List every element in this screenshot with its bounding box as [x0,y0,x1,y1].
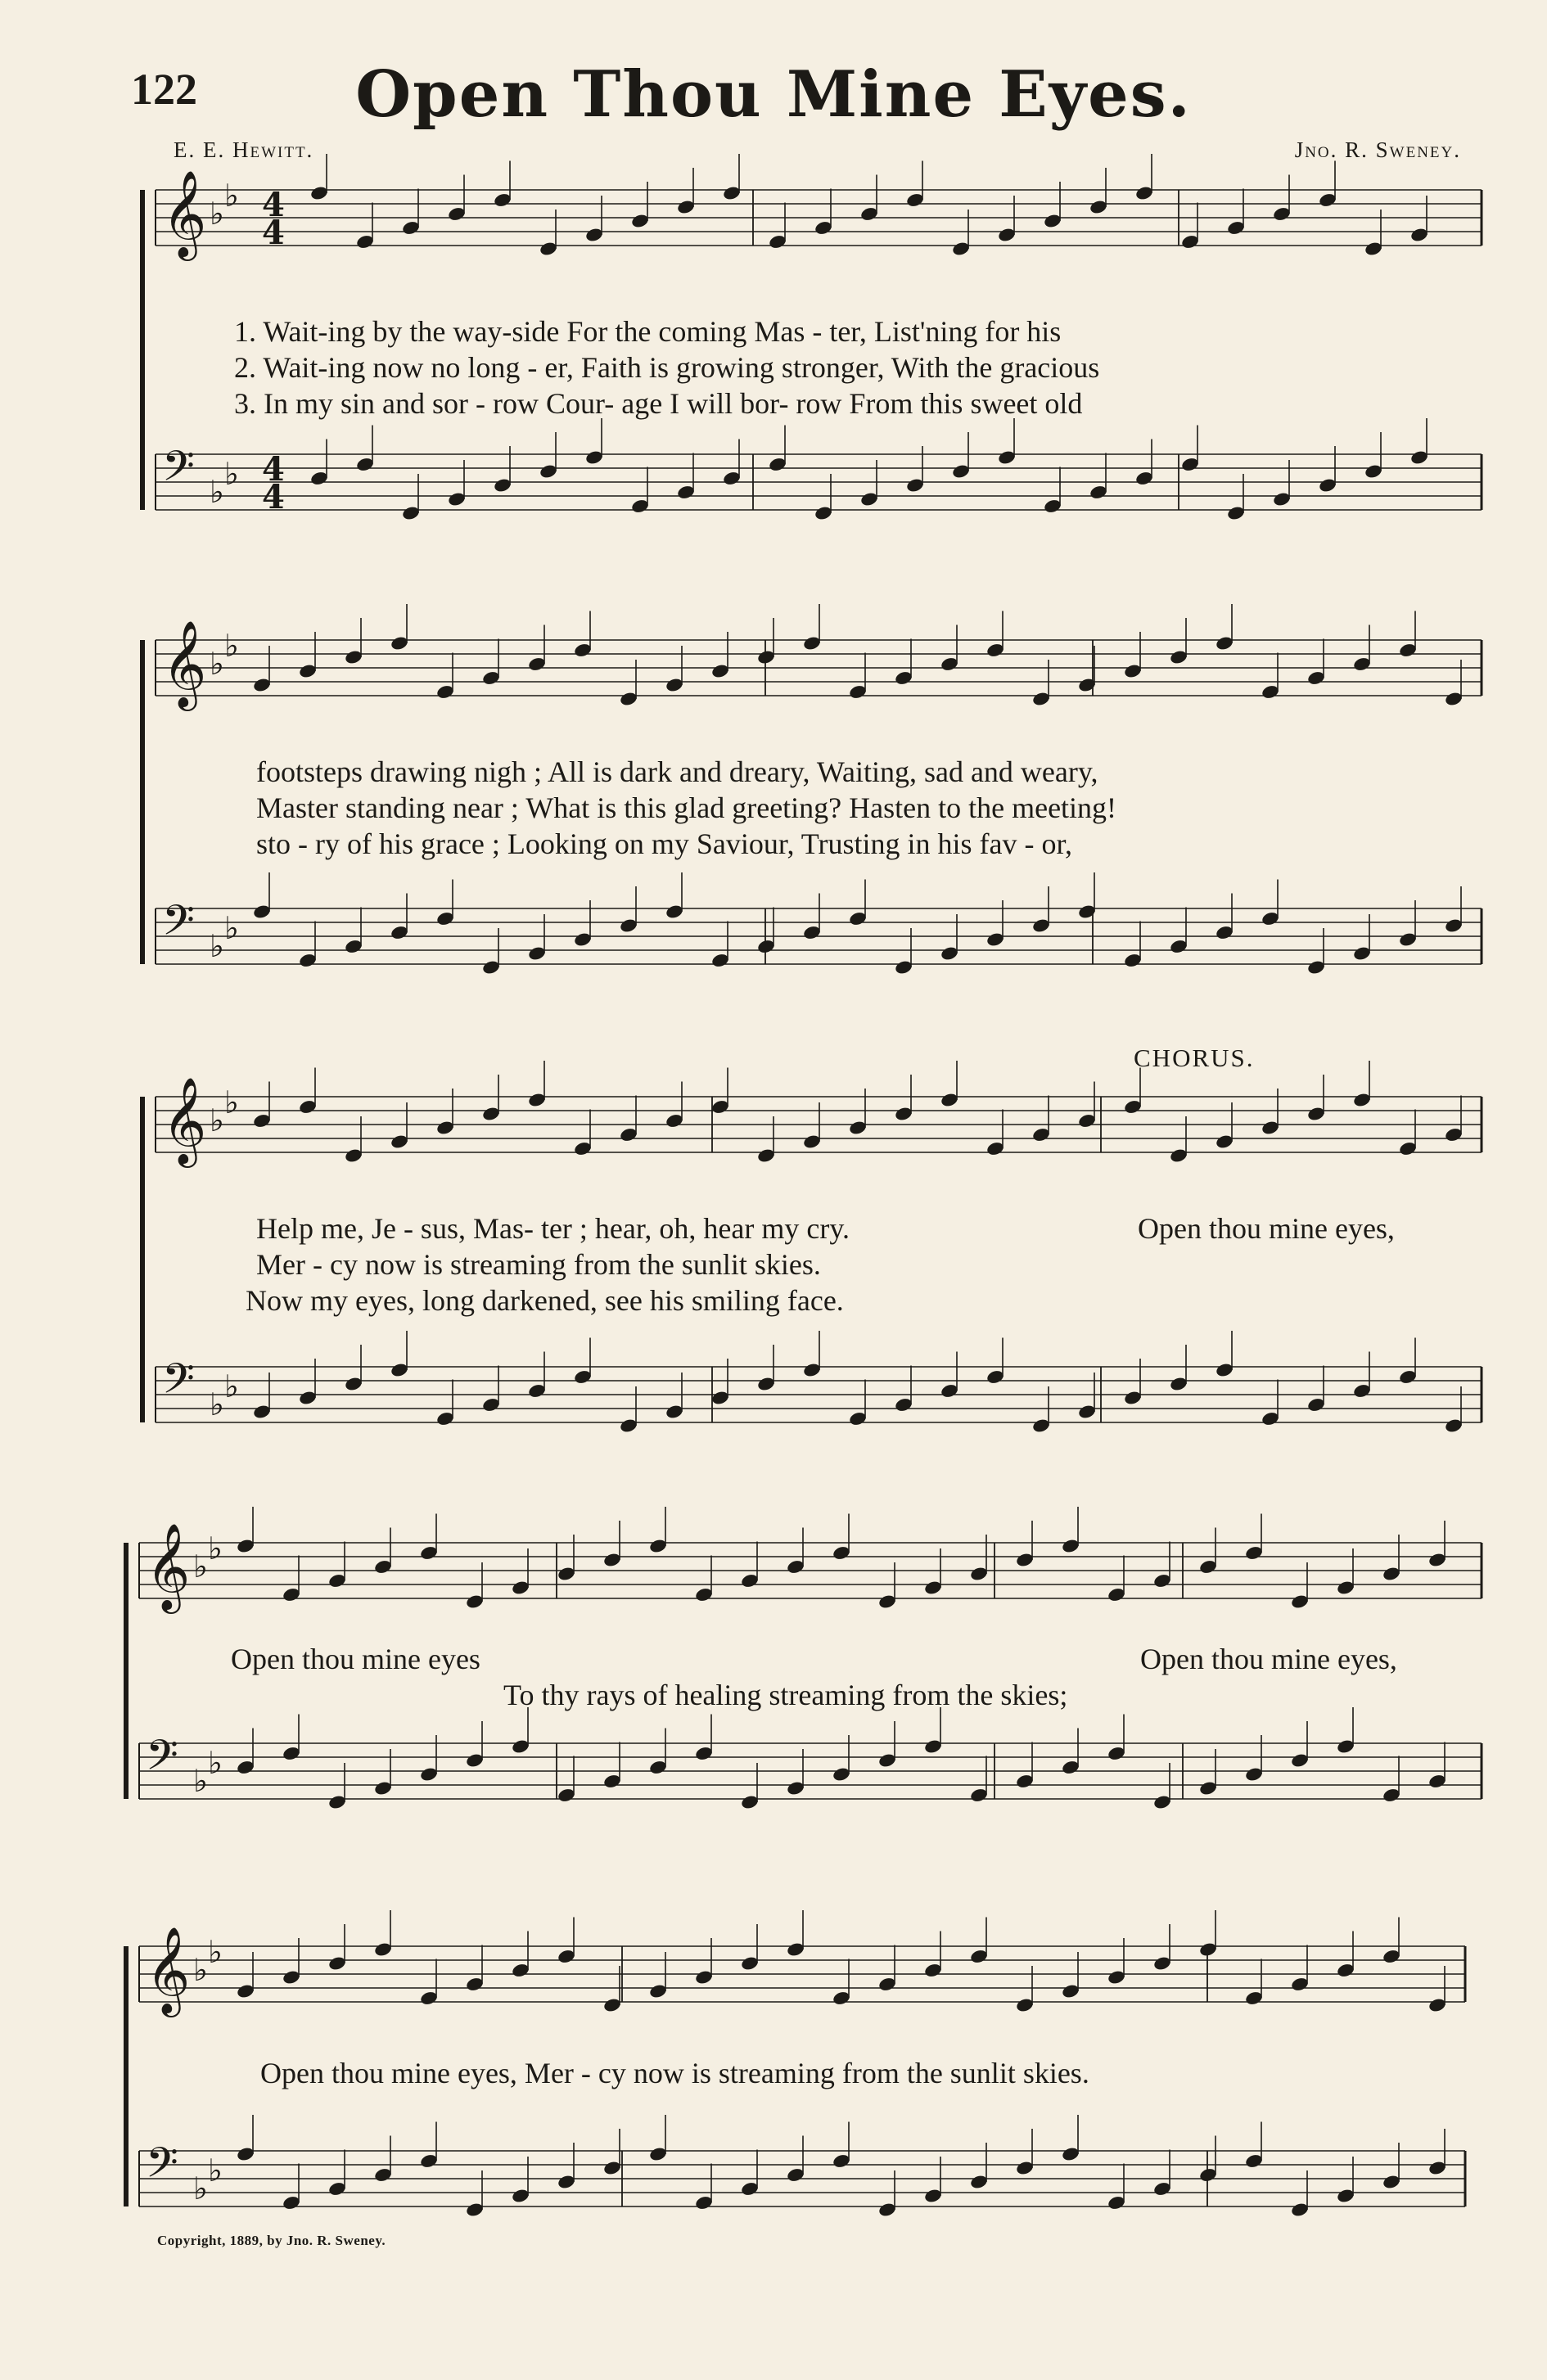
copyright-notice: Copyright, 1889, by Jno. R. Sweney. [157,2233,386,2248]
flat-sign: ♭ [210,1102,224,1138]
chorus-lyric: Open thou mine eyes, [1140,1643,1397,1675]
lyric-line: 2. Wait-ing now no long - er, Faith is growing stronger, With the gracious [234,351,1100,384]
flat-sign: ♭ [208,2152,223,2188]
time-signature-top: 4 [262,186,285,224]
flat-sign: ♭ [224,178,239,214]
bass-clef: 𝄢 [162,441,195,501]
bass-clef: 𝄢 [146,2138,178,2197]
time-signature-top: 4 [262,450,285,489]
bass-clef: 𝄢 [146,1730,178,1790]
flat-sign: ♭ [224,910,239,946]
flat-sign: ♭ [210,196,224,232]
chorus-lyric: To thy rays of healing streaming from the skies; [503,1679,1068,1711]
treble-clef: 𝄞 [162,620,207,707]
flat-sign: ♭ [193,2170,208,2206]
bass-clef: 𝄢 [162,895,195,955]
treble-clef: 𝄞 [162,169,207,257]
flat-sign: ♭ [193,1763,208,1799]
flat-sign: ♭ [208,1934,223,1970]
flat-sign: ♭ [224,456,239,492]
chorus-lyric: Open thou mine eyes [231,1643,480,1675]
lyric-line: Now my eyes, long darkened, see his smiling face. [246,1284,844,1317]
treble-clef: 𝄞 [146,1522,191,1610]
composer-credit: Jno. R. Sweney. [1294,137,1461,162]
flat-sign: ♭ [210,474,224,510]
time-signature-bottom: 4 [262,214,285,252]
lyric-line: Master standing near ; What is this glad greeting? Hasten to the meeting! [256,791,1117,824]
treble-clef: 𝄞 [162,1076,207,1164]
lyric-line: Help me, Je - sus, Mas- ter ; hear, oh, hear my cry. [256,1212,850,1245]
lyric-line: Mer - cy now is streaming from the sunlit skies. [256,1248,821,1281]
flat-sign: ♭ [210,1386,224,1422]
lyric-line: footsteps drawing nigh ; All is dark and dreary, Waiting, sad and weary, [256,755,1098,788]
page-number: 122 [131,65,197,114]
flat-sign: ♭ [224,1084,239,1120]
chorus-lyric: Open thou mine eyes, [1138,1212,1395,1245]
lyric-line: 3. In my sin and sor - row Cour- age I will bor- row From this sweet old [234,387,1083,420]
flat-sign: ♭ [210,928,224,964]
chorus-lyric: Open thou mine eyes, Mer - cy now is streaming from the sunlit skies. [260,2057,1089,2089]
flat-sign: ♭ [208,1745,223,1781]
flat-sign: ♭ [224,1368,239,1404]
bass-clef: 𝄢 [162,1354,195,1413]
flat-sign: ♭ [224,628,239,664]
flat-sign: ♭ [193,1952,208,1988]
time-signature-bottom: 4 [262,478,285,516]
hymn-title: Open Thou Mine Eyes. [355,57,1192,132]
flat-sign: ♭ [208,1530,223,1566]
treble-clef: 𝄞 [146,1926,191,2013]
chorus-label: CHORUS. [1134,1044,1255,1072]
lyricist-credit: E. E. Hewitt. [174,137,314,162]
flat-sign: ♭ [193,1548,208,1584]
lyric-line: 1. Wait-ing by the way-side For the coming Mas - ter, List'ning for his [234,315,1062,348]
lyric-line: sto - ry of his grace ; Looking on my Saviour, Trusting in his fav - or, [256,827,1073,860]
flat-sign: ♭ [210,646,224,682]
